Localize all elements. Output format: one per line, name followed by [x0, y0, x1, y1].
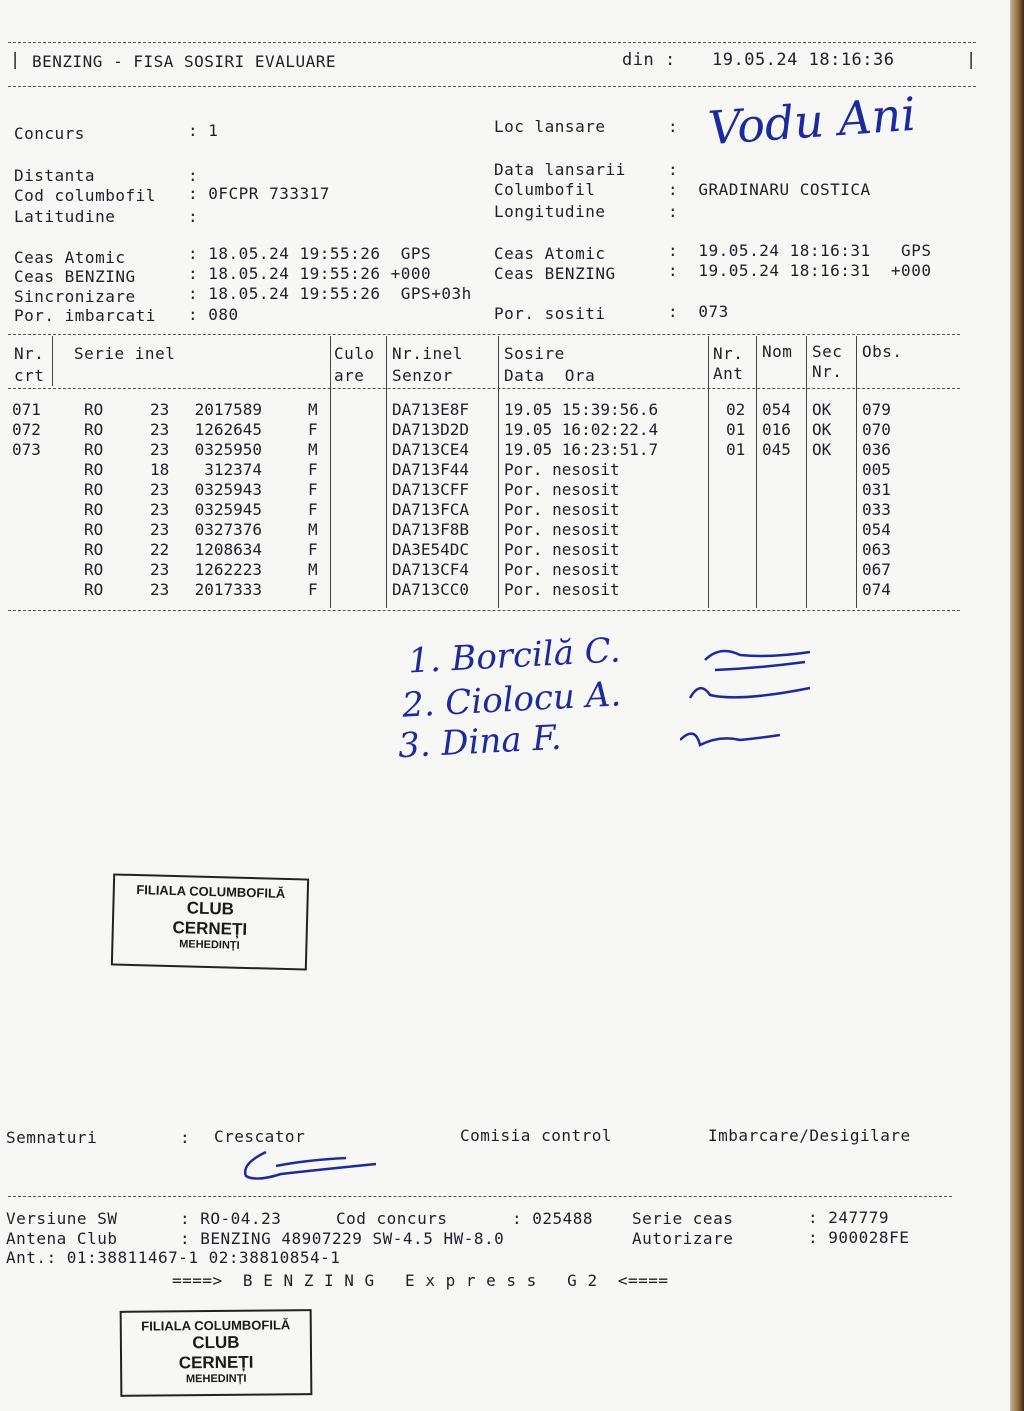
distanta-label: Distanta	[14, 166, 96, 185]
cell-senzor: DA713CE4	[392, 440, 470, 459]
cell-sosire: Por. nesosit	[504, 560, 620, 579]
cell-sosire: Por. nesosit	[504, 580, 620, 599]
por-imbarcati-value: : 080	[188, 305, 239, 324]
signature-stroke-1	[705, 651, 810, 670]
cell-obs: 070	[862, 420, 891, 439]
cell-tara: RO	[84, 500, 104, 519]
cell-an: 23	[150, 520, 170, 539]
cell-nr: 2017333	[194, 580, 262, 599]
cell-sosire: 19.05 16:02:22.4	[504, 420, 659, 439]
table-row	[0, 420, 960, 440]
versiune-sw-label: Versiune SW	[6, 1209, 118, 1228]
cell-obs: 079	[862, 400, 891, 419]
por-imbarcati-label: Por. imbarcati	[14, 306, 156, 325]
commission-member-2: 2. Ciolocu A.	[401, 674, 622, 726]
loc-lansare-label: Loc lansare	[494, 117, 606, 136]
cell-sosire: Por. nesosit	[504, 460, 620, 479]
sincronizare-label: Sincronizare	[14, 287, 136, 306]
cell-sec: OK	[812, 400, 832, 419]
cell-ant: 02	[726, 400, 746, 419]
cell-nr: 0327376	[194, 520, 262, 539]
cell-sex: F	[308, 480, 318, 499]
cell-sex: M	[308, 440, 318, 459]
cell-tara: RO	[84, 480, 104, 499]
ceas-atomic-left-value: : 18.05.24 19:55:26 GPS	[188, 244, 432, 263]
autorizare-value: : 900028FE	[808, 1228, 910, 1247]
table-row	[0, 580, 960, 600]
cell-tara: RO	[84, 560, 104, 579]
antenna-ids: Ant.: 01:38811467-1 02:38810854-1	[6, 1248, 341, 1267]
concurs-label: Concurs	[14, 124, 85, 143]
antena-club-value: : BENZING 48907229 SW-4.5 HW-8.0	[180, 1229, 505, 1248]
ceas-benzing-right-label: Ceas BENZING	[494, 264, 616, 283]
table-bottom-divider	[8, 610, 960, 611]
longitudine-label: Longitudine	[494, 202, 606, 221]
table-row	[0, 520, 960, 540]
autorizare-label: Autorizare	[632, 1229, 734, 1248]
data-lansarii-value: :	[668, 160, 679, 179]
longitudine-value: :	[668, 202, 679, 221]
cell-sex: M	[308, 560, 318, 579]
stamp-line-mehedinti: MEHEDINȚI	[179, 938, 240, 952]
cell-nr: 0325943	[194, 480, 262, 499]
signature-stroke-2	[690, 688, 810, 698]
data-lansarii-label: Data lansarii	[494, 160, 626, 179]
cell-an: 22	[150, 540, 170, 559]
cell-ant: 01	[726, 440, 746, 459]
cell-ant: 01	[726, 420, 746, 439]
cell-tara: RO	[84, 400, 104, 419]
table-col-sep-1	[52, 336, 53, 386]
cell-obs: 036	[862, 440, 891, 459]
cell-sex: F	[308, 500, 318, 519]
th-serie-inel: Serie inel	[74, 344, 176, 363]
cell-senzor: DA713E8F	[392, 400, 470, 419]
ceas-atomic-left-label: Ceas Atomic	[14, 248, 126, 267]
cell-an: 23	[150, 420, 170, 439]
crescator-label: Crescator	[214, 1127, 306, 1146]
cod-columbofil-value: : 0FCPR 733317	[188, 184, 330, 203]
cell-sex: F	[308, 460, 318, 479]
th-sec-nr: Nr.	[812, 362, 843, 381]
th-obs: Obs.	[862, 342, 903, 361]
th-nr: Nr.	[14, 344, 45, 363]
cell-obs: 074	[862, 580, 891, 599]
ceas-atomic-right-label: Ceas Atomic	[494, 244, 606, 263]
columbofil-label: Columbofil	[494, 180, 596, 199]
cell-nr: 1262645	[194, 420, 262, 439]
cell-tara: RO	[84, 540, 104, 559]
cell-obs: 067	[862, 560, 891, 579]
table-row	[0, 400, 960, 420]
th-sosire: Sosire	[504, 344, 565, 363]
cell-sosire: Por. nesosit	[504, 500, 620, 519]
latitudine-value: :	[188, 207, 199, 226]
ceas-atomic-right-value: : 19.05.24 18:16:31 GPS	[668, 241, 932, 260]
cell-an: 23	[150, 560, 170, 579]
cell-an: 18	[150, 460, 170, 479]
cell-obs: 031	[862, 480, 891, 499]
cell-tara: RO	[84, 440, 104, 459]
cell-sec: OK	[812, 440, 832, 459]
cell-senzor: DA713CC0	[392, 580, 470, 599]
cell-tara: RO	[84, 520, 104, 539]
cell-sosire: 19.05 15:39:56.6	[504, 400, 659, 419]
cell-an: 23	[150, 500, 170, 519]
header-top-divider	[8, 42, 976, 43]
commission-member-1: 1. Borcilă C.	[407, 630, 622, 682]
cell-crt: 071	[12, 400, 41, 419]
cell-tara: RO	[84, 580, 104, 599]
cell-sex: F	[308, 580, 318, 599]
cell-sec: OK	[812, 420, 832, 439]
cell-senzor: DA713F8B	[392, 520, 470, 539]
club-stamp-bottom	[120, 1309, 313, 1397]
antena-club-label: Antena Club	[6, 1229, 118, 1248]
cell-obs: 054	[862, 520, 891, 539]
cell-nr: 1262223	[194, 560, 262, 579]
cell-an: 23	[150, 400, 170, 419]
ceas-benzing-left-value: : 18.05.24 19:55:26 +000	[188, 264, 432, 283]
serie-ceas-value: : 247779	[808, 1208, 890, 1227]
cell-senzor: DA713FCA	[392, 500, 470, 519]
columbofil-value: : GRADINARU COSTICA	[668, 180, 871, 199]
table-top-divider	[8, 334, 960, 335]
crescator-signature	[236, 1144, 386, 1188]
cod-columbofil-label: Cod columbofil	[14, 186, 156, 205]
th-are: are	[334, 366, 365, 385]
cell-tara: RO	[84, 460, 104, 479]
stamp-line-club: CLUB	[186, 898, 235, 919]
cell-nom: 054	[762, 400, 791, 419]
cell-sosire: 19.05 16:23:51.7	[504, 440, 659, 459]
th-nom: Nom	[762, 342, 793, 361]
cell-senzor: DA713F44	[392, 460, 470, 479]
stamp-line-mehedinti: MEHEDINȚI	[185, 1372, 247, 1386]
serie-ceas-label: Serie ceas	[632, 1209, 734, 1228]
table-row	[0, 560, 960, 580]
semnaturi-colon: :	[180, 1128, 191, 1147]
stamp-line-club: CLUB	[192, 1332, 240, 1353]
th-sec: Sec	[812, 342, 843, 361]
cell-obs: 033	[862, 500, 891, 519]
cell-crt: 073	[12, 440, 41, 459]
ceas-benzing-right-value: : 19.05.24 18:16:31 +000	[668, 261, 932, 280]
cell-nr: 2017589	[194, 400, 262, 419]
th-data-ora: Data Ora	[504, 366, 596, 385]
footer-divider	[8, 1196, 952, 1197]
cell-senzor: DA713CFF	[392, 480, 470, 499]
ceas-benzing-left-label: Ceas BENZING	[14, 267, 136, 286]
semnaturi-label: Semnaturi	[6, 1128, 98, 1147]
table-row	[0, 540, 960, 560]
cell-tara: RO	[84, 420, 104, 439]
crescator-signature-stroke	[245, 1152, 376, 1179]
cell-sex: F	[308, 540, 318, 559]
cell-nr: 0325945	[194, 500, 262, 519]
th-culo: Culo	[334, 344, 375, 363]
cell-an: 23	[150, 440, 170, 459]
cell-sex: F	[308, 420, 318, 439]
th-nr-ant: Nr.	[713, 344, 744, 363]
cod-concurs-label: Cod concurs	[336, 1209, 448, 1228]
benzing-express-brand: ====> B E N Z I N G E x p r e s s G 2 <====	[172, 1271, 669, 1290]
cell-sosire: Por. nesosit	[504, 520, 620, 539]
th-senzor: Senzor	[392, 366, 453, 385]
cell-obs: 063	[862, 540, 891, 559]
stamp-line-filiala: FILIALA COLUMBOFILĂ	[136, 882, 286, 901]
table-row	[0, 440, 960, 460]
distanta-value: :	[188, 166, 199, 185]
imbarcare-desigilare-label: Imbarcare/Desigilare	[708, 1126, 911, 1145]
cell-nr: 0325950	[194, 440, 262, 459]
cell-obs: 005	[862, 460, 891, 479]
date-label: din :	[622, 50, 676, 70]
por-sositi-label: Por. sositi	[494, 304, 606, 323]
th-ant: Ant	[713, 364, 744, 383]
comisia-control-label: Comisia control	[460, 1126, 612, 1145]
signature-stroke-3	[680, 734, 780, 745]
stamp-line-filiala: FILIALA COLUMBOFILĂ	[141, 1317, 291, 1334]
por-sositi-value: : 073	[668, 302, 729, 321]
cell-nom: 045	[762, 440, 791, 459]
club-stamp-top	[111, 873, 309, 970]
cell-senzor: DA3E54DC	[392, 540, 470, 559]
th-nr-inel: Nr.inel	[392, 344, 463, 363]
sincronizare-value: : 18.05.24 19:55:26 GPS+03h	[188, 284, 472, 303]
cell-nr: 1208634	[194, 540, 262, 559]
table-row	[0, 500, 960, 520]
cell-sex: M	[308, 520, 318, 539]
cell-sex: M	[308, 400, 318, 419]
cell-senzor: DA713D2D	[392, 420, 470, 439]
page-edge	[1010, 0, 1024, 1411]
document-title: BENZING - FISA SOSIRI EVALUARE	[32, 52, 336, 71]
header-bottom-divider	[8, 86, 976, 87]
loc-lansare-value: :	[668, 117, 679, 136]
header-bar-left: |	[10, 50, 21, 70]
stamp-line-cerneti: CERNEȚI	[178, 1352, 254, 1373]
cell-nom: 016	[762, 420, 791, 439]
concurs-value: : 1	[188, 121, 219, 140]
commission-signatures	[680, 640, 840, 770]
table-row	[0, 460, 960, 480]
commission-member-3: 3. Dina F.	[397, 717, 563, 767]
cell-senzor: DA713CF4	[392, 560, 470, 579]
cell-crt: 072	[12, 420, 41, 439]
th-crt: crt	[14, 366, 45, 385]
table-row	[0, 480, 960, 500]
stamp-line-cerneti: CERNEȚI	[172, 918, 248, 939]
cod-concurs-value: : 025488	[512, 1209, 594, 1228]
versiune-sw-value: : RO-04.23	[180, 1209, 282, 1228]
loc-lansare-handwritten: Vodu Ani	[706, 86, 918, 156]
date-value: 19.05.24 18:16:36	[712, 50, 895, 70]
table-header-divider	[8, 388, 960, 389]
cell-an: 23	[150, 480, 170, 499]
latitudine-label: Latitudine	[14, 207, 116, 226]
cell-sosire: Por. nesosit	[504, 480, 620, 499]
header-bar-right: |	[966, 50, 977, 70]
cell-sosire: Por. nesosit	[504, 540, 620, 559]
cell-an: 23	[150, 580, 170, 599]
cell-nr: 312374	[204, 460, 262, 479]
